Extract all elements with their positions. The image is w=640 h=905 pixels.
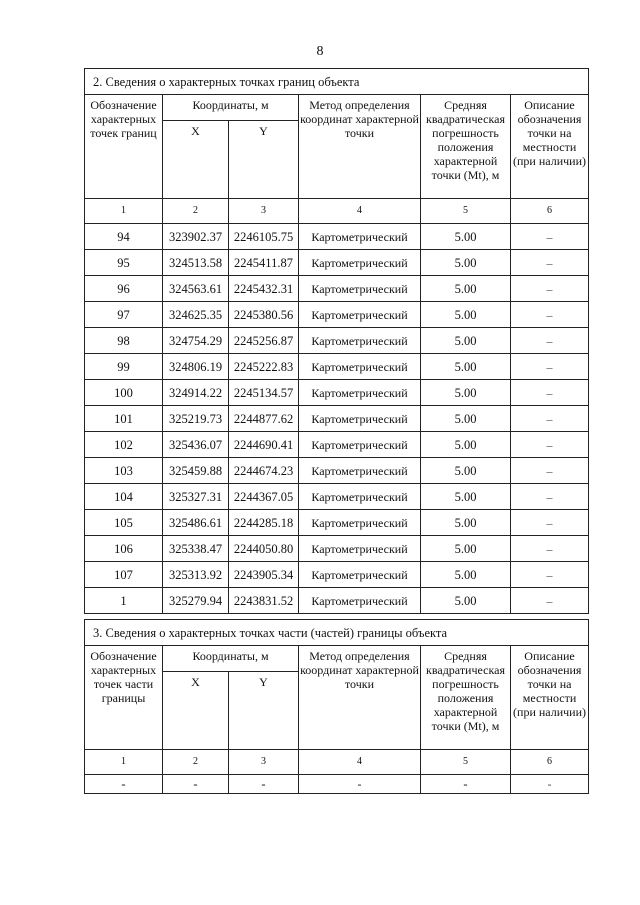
point-id: 94 xyxy=(85,224,163,250)
point-id: 96 xyxy=(85,276,163,302)
description-cell: – xyxy=(511,354,589,380)
description-cell: – xyxy=(511,380,589,406)
x-coordinate: 325459.88 xyxy=(163,458,229,484)
table-row xyxy=(85,458,589,484)
y-coordinate: 2246105.75 xyxy=(229,224,299,250)
error-cell: 5.00 xyxy=(421,224,511,250)
description-cell: – xyxy=(511,250,589,276)
column-number: 4 xyxy=(299,199,421,224)
description-cell: – xyxy=(511,406,589,432)
error-cell: 5.00 xyxy=(421,354,511,380)
y-coordinate: 2244877.62 xyxy=(229,406,299,432)
point-id: 101 xyxy=(85,406,163,432)
point-id: 105 xyxy=(85,510,163,536)
table-row xyxy=(85,276,589,302)
method-cell: Картометрический xyxy=(299,562,421,588)
y-coordinate: 2244674.23 xyxy=(229,458,299,484)
point-id: 1 xyxy=(85,588,163,614)
boundary-part-points-table xyxy=(84,619,589,794)
y-coordinate: 2243831.52 xyxy=(229,588,299,614)
table-row xyxy=(85,562,589,588)
column-number: 2 xyxy=(163,750,229,775)
table-row xyxy=(85,484,589,510)
method-cell: Картометрический xyxy=(299,536,421,562)
point-id: 102 xyxy=(85,432,163,458)
description-cell: – xyxy=(511,276,589,302)
table-row xyxy=(85,380,589,406)
y-coordinate: 2244690.41 xyxy=(229,432,299,458)
column-number: 1 xyxy=(85,750,163,775)
method-cell: Картометрический xyxy=(299,328,421,354)
point-id: 107 xyxy=(85,562,163,588)
column-number: 6 xyxy=(511,199,589,224)
column-number: 3 xyxy=(229,199,299,224)
y-coordinate: 2245222.83 xyxy=(229,354,299,380)
x-coordinate: 325279.94 xyxy=(163,588,229,614)
section-title: 3. Сведения о характерных точках части (частей) границы объекта xyxy=(85,620,589,646)
x-coordinate: 323902.37 xyxy=(163,224,229,250)
method-cell: Картометрический xyxy=(299,302,421,328)
table-row xyxy=(85,354,589,380)
point-id: 106 xyxy=(85,536,163,562)
description-cell: – xyxy=(511,588,589,614)
method-cell: Картометрический xyxy=(299,458,421,484)
section-title: 2. Сведения о характерных точках границ объекта xyxy=(85,69,589,95)
column-number: 5 xyxy=(421,750,511,775)
y-coordinate: 2245256.87 xyxy=(229,328,299,354)
header-designation: Обозначение характерных точек части границы xyxy=(85,646,163,750)
header-coordinates: Координаты, м xyxy=(163,646,299,672)
boundary-points-table xyxy=(84,68,589,614)
method-cell: Картометрический xyxy=(299,380,421,406)
table-row xyxy=(85,302,589,328)
header-method: Метод определения координат характерной точки xyxy=(299,95,421,199)
method-cell: Картометрический xyxy=(299,406,421,432)
y-coordinate: 2244285.18 xyxy=(229,510,299,536)
header-description: Описание обозначения точки на местности (при наличии) xyxy=(511,95,589,199)
x-coordinate: 324806.19 xyxy=(163,354,229,380)
x-coordinate: 325436.07 xyxy=(163,432,229,458)
header-x: X xyxy=(163,121,229,199)
y-coordinate: - xyxy=(229,775,299,794)
point-id: 97 xyxy=(85,302,163,328)
error-cell: 5.00 xyxy=(421,458,511,484)
method-cell: Картометрический xyxy=(299,432,421,458)
point-id: 100 xyxy=(85,380,163,406)
error-cell: 5.00 xyxy=(421,276,511,302)
method-cell: Картометрический xyxy=(299,588,421,614)
column-number: 4 xyxy=(299,750,421,775)
header-y: Y xyxy=(229,121,299,199)
column-number: 1 xyxy=(85,199,163,224)
page-number: 8 xyxy=(316,44,324,59)
column-number: 6 xyxy=(511,750,589,775)
error-cell: 5.00 xyxy=(421,484,511,510)
description-cell: – xyxy=(511,302,589,328)
error-cell: 5.00 xyxy=(421,562,511,588)
y-coordinate: 2243905.34 xyxy=(229,562,299,588)
y-coordinate: 2245432.31 xyxy=(229,276,299,302)
point-id: 95 xyxy=(85,250,163,276)
header-x: X xyxy=(163,672,229,750)
header-error: Средняя квадратическая погрешность положения характерной точки (Mt), м xyxy=(421,646,511,750)
error-cell: 5.00 xyxy=(421,302,511,328)
error-cell: 5.00 xyxy=(421,588,511,614)
column-number: 2 xyxy=(163,199,229,224)
description-cell: – xyxy=(511,458,589,484)
header-coordinates: Координаты, м xyxy=(163,95,299,121)
error-cell: 5.00 xyxy=(421,406,511,432)
description-cell: – xyxy=(511,432,589,458)
error-cell: 5.00 xyxy=(421,250,511,276)
y-coordinate: 2245134.57 xyxy=(229,380,299,406)
error-cell: 5.00 xyxy=(421,380,511,406)
y-coordinate: 2245411.87 xyxy=(229,250,299,276)
method-cell: Картометрический xyxy=(299,250,421,276)
header-error: Средняя квадратическая погрешность положения характерной точки (Mt), м xyxy=(421,95,511,199)
method-cell: Картометрический xyxy=(299,484,421,510)
description-cell: - xyxy=(511,775,589,794)
table-row xyxy=(85,536,589,562)
table-row xyxy=(85,510,589,536)
table-row xyxy=(85,588,589,614)
method-cell: Картометрический xyxy=(299,510,421,536)
x-coordinate: 324754.29 xyxy=(163,328,229,354)
table-row xyxy=(85,250,589,276)
description-cell: – xyxy=(511,224,589,250)
point-id: 104 xyxy=(85,484,163,510)
y-coordinate: 2244050.80 xyxy=(229,536,299,562)
column-number: 3 xyxy=(229,750,299,775)
error-cell: 5.00 xyxy=(421,328,511,354)
method-cell: - xyxy=(299,775,421,794)
x-coordinate: 324625.35 xyxy=(163,302,229,328)
table-row xyxy=(85,432,589,458)
point-id: 98 xyxy=(85,328,163,354)
method-cell: Картометрический xyxy=(299,354,421,380)
description-cell: – xyxy=(511,484,589,510)
method-cell: Картометрический xyxy=(299,224,421,250)
x-coordinate: 325338.47 xyxy=(163,536,229,562)
y-coordinate: 2244367.05 xyxy=(229,484,299,510)
header-y: Y xyxy=(229,672,299,750)
x-coordinate: - xyxy=(163,775,229,794)
method-cell: Картометрический xyxy=(299,276,421,302)
y-coordinate: 2245380.56 xyxy=(229,302,299,328)
error-cell: 5.00 xyxy=(421,536,511,562)
x-coordinate: 325219.73 xyxy=(163,406,229,432)
description-cell: – xyxy=(511,328,589,354)
x-coordinate: 324563.61 xyxy=(163,276,229,302)
x-coordinate: 325313.92 xyxy=(163,562,229,588)
header-method: Метод определения координат характерной точки xyxy=(299,646,421,750)
table-row xyxy=(85,406,589,432)
description-cell: – xyxy=(511,562,589,588)
error-cell: - xyxy=(421,775,511,794)
point-id: - xyxy=(85,775,163,794)
error-cell: 5.00 xyxy=(421,432,511,458)
header-designation: Обозначение характерных точек границ xyxy=(85,95,163,199)
table-row xyxy=(85,224,589,250)
description-cell: – xyxy=(511,510,589,536)
header-description: Описание обозначения точки на местности (при наличии) xyxy=(511,646,589,750)
point-id: 103 xyxy=(85,458,163,484)
description-cell: – xyxy=(511,536,589,562)
x-coordinate: 324513.58 xyxy=(163,250,229,276)
point-id: 99 xyxy=(85,354,163,380)
column-number: 5 xyxy=(421,199,511,224)
table-row xyxy=(85,328,589,354)
error-cell: 5.00 xyxy=(421,510,511,536)
x-coordinate: 325486.61 xyxy=(163,510,229,536)
x-coordinate: 324914.22 xyxy=(163,380,229,406)
table-row xyxy=(85,775,589,794)
x-coordinate: 325327.31 xyxy=(163,484,229,510)
